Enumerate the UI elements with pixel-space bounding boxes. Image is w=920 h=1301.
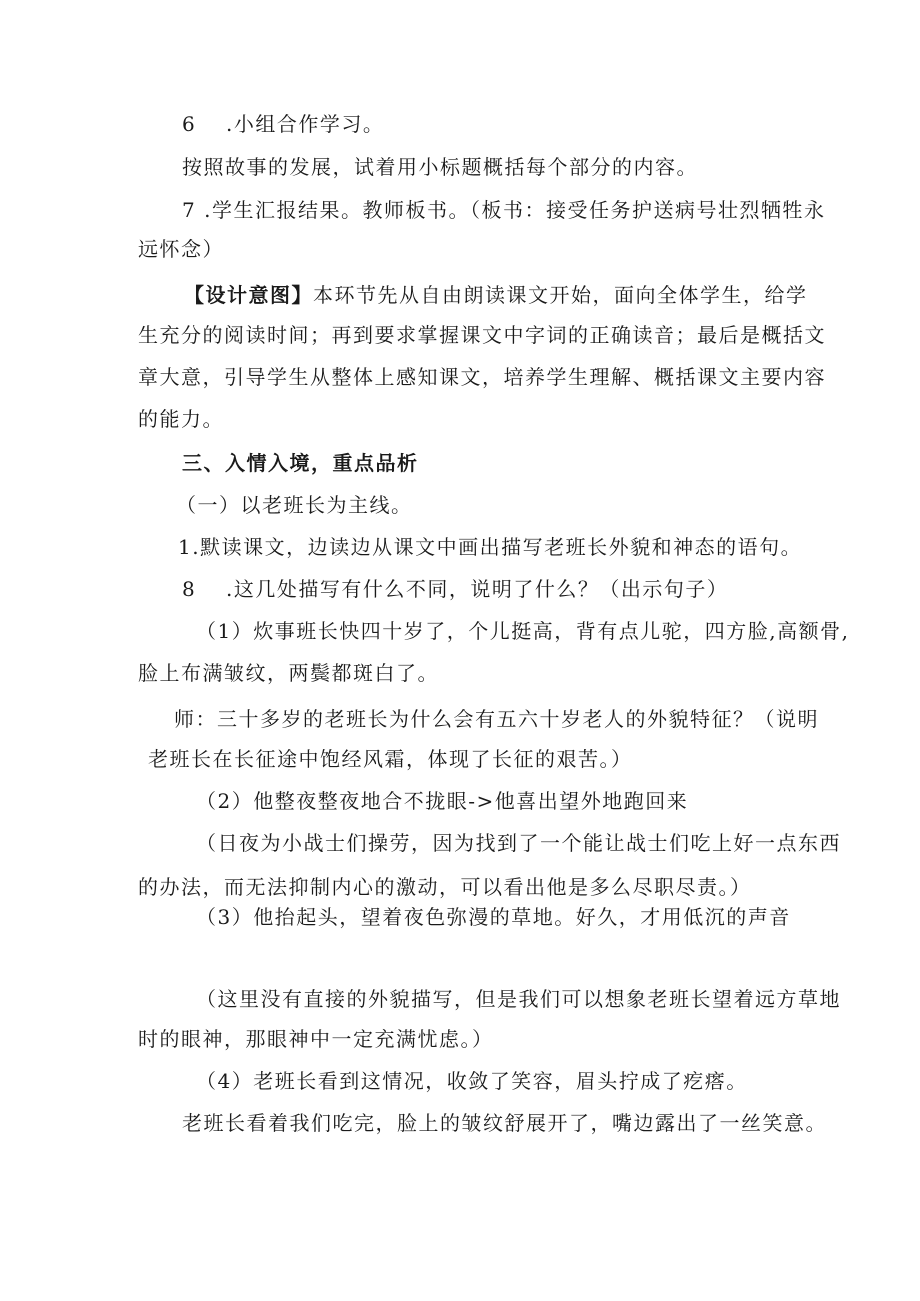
design-intent-text: 本环节先从自由朗读课文开始，面向全体学生，给学	[313, 283, 808, 307]
item-7: 7 .学生汇报结果。教师板书。（板书：接受任务护送病号壮烈牺牲永	[182, 198, 826, 222]
paragraph-line: （日夜为小战士们操劳，因为找到了一个能让战士们吃上好一点东西	[196, 831, 841, 855]
paragraph-line: 的办法，而无法抑制内心的激动，可以看出他是多么尽职尽责。）	[138, 875, 752, 899]
paragraph-line: 章大意，引导学生从整体上感知课文，培养学生理解、概括课文主要内容	[138, 365, 826, 389]
quote-line: （2）他整夜整夜地合不拢眼->他喜出望外地跑回来	[196, 789, 689, 813]
design-intent	[184, 282, 808, 308]
paragraph-line: 时的眼神，那眼神中一定充满忧虑。）	[138, 1027, 494, 1051]
item-6-text: .小组合作学习。	[226, 112, 385, 136]
paragraph-line: 生充分的阅读时间；再到要求掌握课文中字词的正确读音；最后是概括文	[138, 323, 826, 347]
paragraph-line: 按照故事的发展，试着用小标题概括每个部分的内容。	[182, 155, 698, 179]
item-8-text: .这几处描写有什么不同，说明了什么？（出示句子）	[226, 577, 729, 601]
paragraph-line: 1.默读课文，边读边从课文中画出描写老班长外貌和神态的语句。	[178, 535, 803, 559]
paragraph-line: 远怀念）	[138, 237, 224, 261]
item-6-number: 6	[182, 112, 197, 136]
quote-line: （1）炊事班长快四十岁了，个儿挺高，背有点儿驼，四方脸,高额骨,	[196, 619, 850, 643]
quote-line: （4）老班长看到这情况，收敛了笑容，眉头拧成了疙瘩。	[196, 1069, 748, 1093]
subsection-heading: （一）以老班长为主线。	[176, 493, 413, 517]
quote-line: 脸上布满皱纹，两鬓都斑白了。	[138, 661, 439, 685]
item-8-number: 8	[182, 577, 197, 601]
quote-line: （3）他抬起头，望着夜色弥漫的草地。好久，才用低沉的声音	[196, 905, 791, 929]
paragraph-line: （这里没有直接的外貌描写，但是我们可以想象老班长望着远方草地	[196, 987, 841, 1011]
paragraph-line: 的能力。	[138, 407, 224, 431]
quote-line: 老班长看着我们吃完，脸上的皱纹舒展开了，嘴边露出了一丝笑意。	[182, 1111, 827, 1135]
section-heading: 三、入情入境，重点品析	[182, 451, 419, 475]
item-6	[182, 111, 384, 137]
paragraph-line: 师：三十多岁的老班长为什么会有五六十岁老人的外貌特征？（说明	[174, 707, 819, 731]
design-intent-label: 【设计意图】	[184, 283, 313, 307]
paragraph-line: 老班长在长征途中饱经风霜，体现了长征的艰苦。）	[148, 747, 633, 771]
item-8	[182, 576, 728, 602]
